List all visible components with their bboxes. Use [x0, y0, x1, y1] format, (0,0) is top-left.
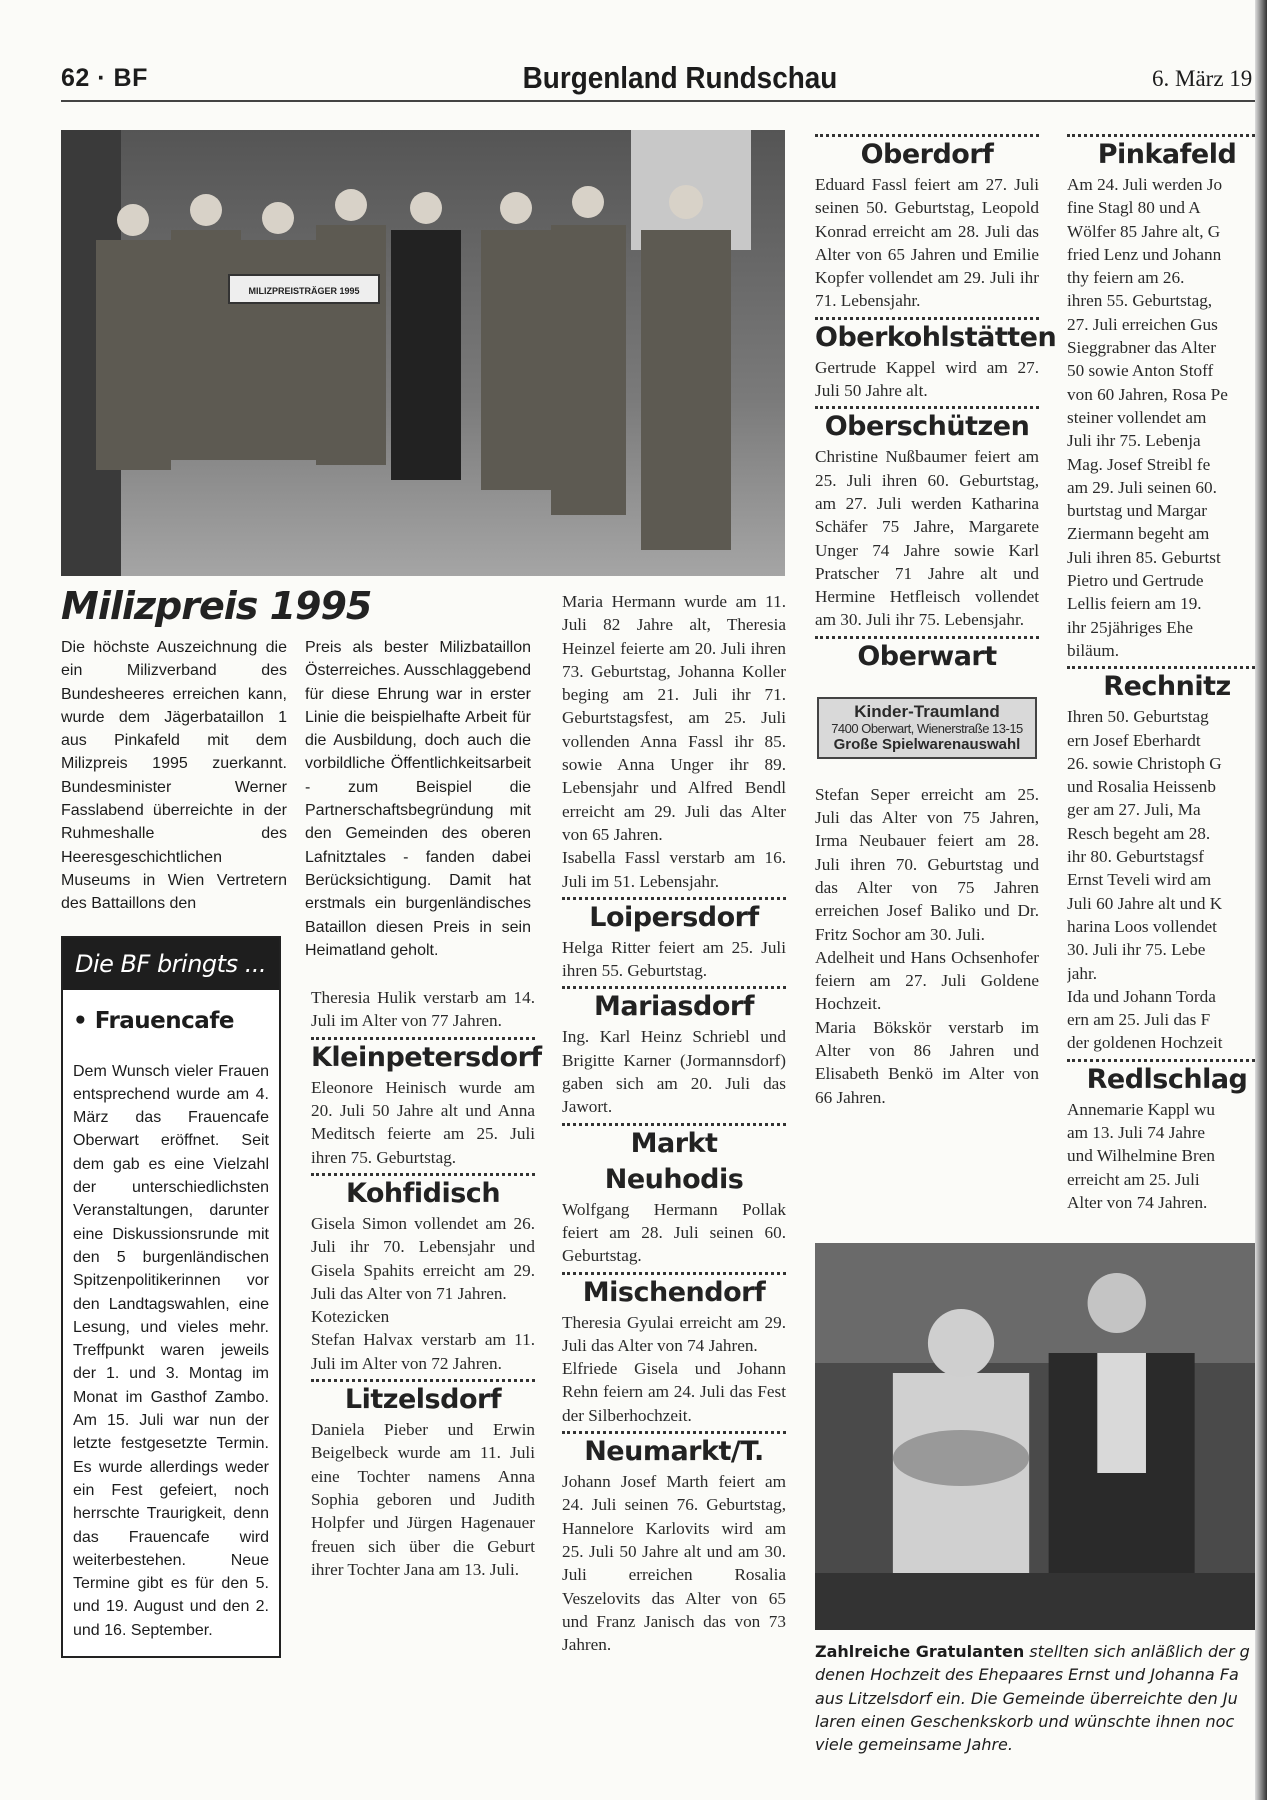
newspaper-title: Burgenland Rundschau: [522, 60, 838, 95]
town-heading: Oberkohlstätten: [815, 321, 1057, 353]
town-heading: Rechnitz: [1103, 671, 1231, 703]
notice-paragraph: Gertrude Kappel wird am 27. Juli 50 Jahre alt.: [815, 357, 1039, 401]
notice-paragraph: Daniela Pieber und Erwin Beigelbeck wurde am 11. Juli eine Tochter namens Anna Sophia geboren und Judith Holpfer und Jürgen Hagenauer freuen sich über die Geburt ihrer Tochter Jana am 13. Juli.: [311, 1420, 535, 1579]
sidebar-box: [61, 936, 281, 1658]
notice-line: ihren 55. Geburtstag,: [1067, 291, 1213, 311]
advertisement: [817, 697, 1037, 759]
box-title: Die BF bringts ...: [63, 938, 279, 990]
ad-slogan: Große Spielwarenauswahl: [833, 735, 1021, 753]
notice-paragraph: Theresia Gyulai erreicht am 29. Juli das Alter von 74 Jahren.: [562, 1312, 786, 1355]
notice-line: Ihren 50. Geburtstag: [1067, 707, 1209, 727]
notice-line: ern Josef Eberhardt: [1067, 730, 1201, 750]
town-heading: Oberdorf: [860, 139, 994, 170]
notice-section: [562, 1123, 786, 1268]
notice-line: Juli ihren 85. Geburtst: [1067, 547, 1221, 567]
notice-line: ihr 80. Geburtstagsf: [1067, 847, 1204, 867]
ad-address: 7400 Oberwart, Wienerstraße 13-15: [831, 720, 1023, 736]
notice-line: am 29. Juli seinen 60.: [1067, 477, 1217, 497]
notice-line: der goldenen Hochzeit: [1067, 1033, 1223, 1053]
town-heading: Mischendorf: [582, 1276, 766, 1308]
town-heading: Mariasdorf: [594, 991, 754, 1023]
town-heading: Redlschlag: [1086, 1063, 1248, 1095]
notice-line: ihr 25jähriges Ehe: [1067, 617, 1194, 637]
notice-paragraph: Johann Josef Marth feiert am 24. Juli seinen 76. Geburtstag, Hannelore Karlovits wird am 25. Juli 50 Jahre alt und am 30. Juli erreichen Rosalia Veszelovits das Alter von 65 und Franz Janisch das von 73 Jahren.: [562, 1472, 786, 1655]
notice-section: [562, 1431, 786, 1656]
notice-paragraph: Maria Bökskör verstarb im Alter von 86 Jahren und Elisabeth Benkö im Alter von 66 Jahren.: [815, 1017, 1039, 1107]
column-2: [305, 636, 542, 1581]
notice-paragraph: Ing. Karl Heinz Schriebl und Brigitte Karner (Jormannsdorf) gaben sich am 20. Juli das Jawort.: [562, 1027, 786, 1117]
article-text-col1: Die höchste Auszeichnung die ein Milizverband des Bundesheeres erreichen kann, wurde dem Jägerbataillon 1 aus Pinkafeld mit dem Milizpreis 1995 zuerkannt. Bundesminister Werner Fasslabend überreichte in der Ruhmeshalle des Heeresgeschichtlichen Museums in Wien Vertretern des Battaillons den: [61, 639, 287, 913]
column-1: [61, 636, 287, 1658]
notice-line: 30. Juli ihr 75. Lebe: [1067, 940, 1206, 960]
notice-line: erreicht am 25. Juli: [1067, 1169, 1200, 1189]
notice-paragraph: Gisela Simon vollendet am 26. Juli ihr 70. Lebensjahr und Gisela Spahits erreicht am 29. Juli das Alter von 71 Jahren.: [311, 1213, 535, 1303]
notice-line: Ziermann begeht am: [1067, 524, 1210, 544]
town-heading: Oberschützen: [824, 411, 1030, 443]
notice-paragraph: Maria Hermann wurde am 11. Juli 82 Jahre alt, Theresia Heinzel feierte am 20. Juli ihren 73. Geburtstag, Johanna Koller beging am 21. Juli ihr 71. Geburtstagsfest, am 25. Juli vollenden Anna Fassl ihr 85. sowie Anna Unger ihr 89. Lebensjahr und Alfred Bendl erreicht am 29. Juli das Alter von 65 Jahren.: [562, 592, 786, 844]
notice-line: thy feiern am 26.: [1067, 268, 1185, 288]
notice-line: jahr.: [1067, 963, 1098, 983]
town-heading: Pinkafeld: [1097, 139, 1237, 170]
notice-line: Mag. Josef Streibl fe: [1067, 454, 1211, 474]
caption-line: denen Hochzeit des Ehepaares Ernst und Johanna Fa: [815, 1665, 1239, 1685]
notice-paragraph: Stefan Halvax verstarb am 11. Juli im Alter von 72 Jahren.: [311, 1330, 535, 1373]
notice-line: 26. sowie Christoph G: [1067, 753, 1222, 773]
column-5-notices: [1067, 130, 1267, 1214]
column-3-notices: [562, 590, 786, 1656]
notice-line: steiner vollendet am: [1067, 407, 1207, 427]
notice-line: burtstag und Margar: [1067, 501, 1208, 521]
caption-lead: Zahlreiche Gratulanten: [815, 1642, 1025, 1661]
notice-section: [1067, 134, 1267, 662]
notice-line: harina Loos vollendet: [1067, 916, 1217, 936]
notice-section: [311, 1037, 542, 1169]
town-heading: Loipersdorf: [589, 901, 759, 933]
notice-paragraph: Wolfgang Hermann Pollak feiert am 28. Juli seinen 60. Geburtstag.: [562, 1199, 786, 1266]
notice-paragraph: Helga Ritter feiert am 25. Juli ihren 55. Geburtstag.: [562, 937, 786, 981]
box-heading: • Frauencafe: [73, 1007, 234, 1034]
column-4-notices: [815, 130, 1057, 1109]
page-number: 62 · BF: [61, 64, 148, 92]
notice-line: Sieggrabner das Alter: [1067, 338, 1216, 358]
photo-golden-wedding: [815, 1243, 1255, 1630]
notice-line: 27. Juli erreichen Gus: [1067, 314, 1218, 334]
town-heading: Kohfidisch: [345, 1177, 501, 1209]
notice-line: Alter von 74 Jahren.: [1067, 1192, 1208, 1212]
box-text: Dem Wunsch vieler Frauen entsprechend wurde am 4. März das Frauencafe Oberwart eröffnet. Seit dem gab es eine Vielzahl der unterschiedlichsten Veranstaltungen, darunter eine Diskussionsrunde mit den 5 burgenländischen Spitzenpolitikerinnen vor den Landtagswahlen, eine Lesung, und vieles mehr. Treffpunkt waren jeweils der 1. und 3. Montag im Monat im Gasthof Zambo. Am 15. Juli war nun der letzte festgesetzte Termin. Es wurde allerdings weder ein Fest gefeiert, noch herrschte Traurigkeit, denn das Frauencafe wird weiterbestehen. Neue Termine gibt es für den 5. und 19. August und den 2. und 16. September.: [73, 1062, 269, 1639]
notice-line: Annemarie Kappl wu: [1067, 1099, 1215, 1119]
town-heading: Markt Neuhodis: [604, 1127, 744, 1195]
town-heading: Litzelsdorf: [344, 1384, 502, 1416]
issue-date: 6. März 19: [1152, 66, 1253, 91]
article-headline: Milizpreis 1995: [61, 584, 372, 628]
notice-section: [815, 636, 1039, 1109]
article-text-col2: Preis als bester Milizbataillon Österreiches. Ausschlaggebend für diese Ehrung war in erster Linie die beispielhafte Arbeit für die Ausbildung, doch auch die vorbildliche Öffentlichkeitsarbeit - zum Beispiel die Partnerschaftsbegründung mit den Gemeinden des oberen Lafnitztales - fanden dabei Berücksichtigung. Damit hat erstmals ein burgenländisches Bataillon diesen Preis in sein Heimatland geholt.: [305, 639, 531, 959]
notice-line: Ernst Teveli wird am: [1067, 870, 1212, 890]
ad-name: Kinder-Traumland: [854, 701, 1000, 721]
notice-line: Wölfer 85 Jahre alt, G: [1067, 221, 1221, 241]
notice-paragraph: Eduard Fassl feiert am 27. Juli seinen 50. Geburtstag, Leopold Konrad erreicht am 28. Juli das Alter von 65 Jahren und Emilie Kopfer vollendet am 29. Juli ihr 71. Lebensjahr.: [815, 175, 1039, 311]
notice-section: [562, 590, 786, 893]
caption-line: viele gemeinsame Jahre.: [815, 1735, 1013, 1755]
photo-milizpreis-group: [61, 130, 785, 576]
notice-line: 50 sowie Anton Stoff: [1067, 361, 1214, 381]
banner-text: MILIZPREISTRÄGER 1995: [248, 286, 360, 296]
notice-section: [562, 986, 786, 1118]
column-2-notices: [305, 986, 542, 1581]
notice-section: [815, 317, 1057, 403]
notice-line: ger am 27. Juli, Ma: [1067, 800, 1201, 820]
notice-section: [311, 1173, 535, 1375]
notice-paragraph: Stefan Seper erreicht am 25. Juli das Alter von 75 Jahren, Irma Neubauer feiert am 28. Juli ihren 70. Geburtstag und das Alter von 75 Jahren erreichen Josef Baliko und Dr. Fritz Sochor am 30. Juli.: [815, 784, 1039, 944]
caption-line: stellten sich anläßlich der g: [1024, 1642, 1250, 1661]
notice-section: [562, 1272, 786, 1427]
notice-line: fried Lenz und Johann: [1067, 244, 1222, 264]
notice-line: ern am 25. Juli das F: [1067, 1010, 1211, 1030]
header-rule: [61, 100, 1267, 102]
notice-paragraph: Elfriede Gisela und Johann Rehn feiern am 24. Juli das Fest der Silberhochzeit.: [562, 1359, 786, 1425]
scan-page-edge: [1255, 0, 1267, 1800]
notice-paragraph: Christine Nußbaumer feiert am 25. Juli ihren 60. Geburtstag, am 27. Juli werden Katharina Schäfer 75 Jahre, Margarete Unger 74 Jahre sowie Karl Pratscher 71 Jahre alt und Hermine Hetfleisch vollendet am 30. Juli ihr 75. Lebensjahr.: [815, 447, 1039, 630]
notice-section: [311, 986, 535, 1033]
notice-line: fine Stagl 80 und A: [1067, 198, 1201, 218]
town-heading: Kleinpetersdorf: [311, 1041, 542, 1073]
notice-paragraph: Eleonore Heinisch wurde am 20. Juli 50 Jahre alt und Anna Meditsch feierte am 25. Juli ihren 75. Geburtstag.: [311, 1077, 535, 1167]
caption-line: laren einen Geschenkskorb und wünschte ihnen noc: [815, 1711, 1235, 1731]
notice-paragraph: Adelheit und Hans Ochsenhofer feiern am 27. Juli Goldene Hochzeit.: [815, 947, 1039, 1014]
notice-section: [562, 897, 786, 983]
notice-section: [311, 1379, 535, 1581]
notice-line: Ida und Johann Torda: [1067, 986, 1216, 1006]
photo-caption: [815, 1640, 1255, 1756]
notice-line: Lellis feiern am 19.: [1067, 594, 1202, 614]
notice-line: von 60 Jahren, Rosa Pe: [1067, 384, 1228, 404]
notice-line: Pietro und Gertrude: [1067, 571, 1204, 591]
notice-paragraph: Theresia Hulik verstarb am 14. Juli im Alter von 77 Jahren.: [311, 988, 535, 1031]
town-heading: Oberwart: [857, 640, 997, 672]
notice-section: [815, 134, 1039, 313]
notice-line: Juli ihr 75. Lebenja: [1067, 431, 1201, 451]
notice-section: [815, 406, 1039, 631]
notice-line: am 13. Juli 74 Jahre: [1067, 1122, 1205, 1142]
notice-line: Am 24. Juli werden Jo: [1067, 175, 1223, 194]
notice-line: Juli 60 Jahre alt und K: [1067, 893, 1223, 913]
notice-line: Resch begeht am 28.: [1067, 823, 1211, 843]
notice-paragraph: Kotezicken: [311, 1307, 390, 1327]
notice-line: und Rosalia Heissenb: [1067, 777, 1216, 797]
town-heading: Neumarkt/T.: [584, 1436, 764, 1468]
caption-line: aus Litzelsdorf ein. Die Gemeinde überreichte den Ju: [815, 1688, 1238, 1708]
notice-section: [1067, 666, 1267, 1054]
notice-section: [1067, 1059, 1267, 1214]
notice-line: biläum.: [1067, 640, 1120, 660]
notice-paragraph: Isabella Fassl verstarb am 16. Juli im 51. Lebensjahr.: [562, 848, 786, 891]
notice-line: und Wilhelmine Bren: [1067, 1146, 1215, 1166]
